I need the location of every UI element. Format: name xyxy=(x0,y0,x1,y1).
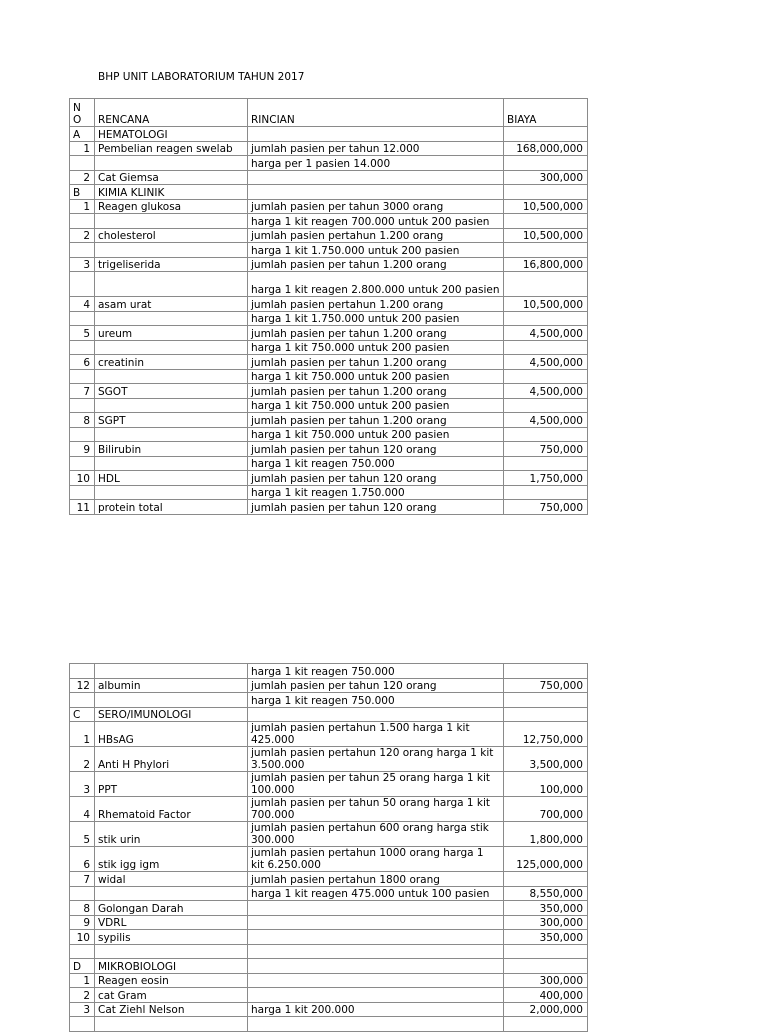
table-row xyxy=(70,170,588,185)
cell-no: 1 xyxy=(70,973,95,988)
cell-rincian: harga 1 kit 1.750.000 untuk 200 pasien xyxy=(248,243,504,258)
cell-no: A xyxy=(70,127,95,142)
cell-biaya xyxy=(504,311,588,326)
cell-rincian: jumlah pasien pertahun 1000 orang harga 1 kit 6.250.000 xyxy=(248,847,504,872)
cell-rencana: Rhematoid Factor xyxy=(95,797,248,822)
cell-rincian: harga 1 kit reagen 750.000 xyxy=(248,456,504,471)
table-row xyxy=(70,398,588,413)
cell-no: 2 xyxy=(70,988,95,1003)
cell-no: 8 xyxy=(70,901,95,916)
cell-rincian: harga 1 kit 750.000 untuk 200 pasien xyxy=(248,427,504,442)
cell-biaya: 10,500,000 xyxy=(504,199,588,214)
cell-biaya: 1,800,000 xyxy=(504,822,588,847)
table-row xyxy=(70,340,588,355)
table-row xyxy=(70,944,588,959)
table-row xyxy=(70,722,588,747)
cell-biaya: 8,550,000 xyxy=(504,886,588,901)
cell-rencana: widal xyxy=(95,872,248,887)
cell-rincian xyxy=(248,127,504,142)
cell-no: D xyxy=(70,959,95,974)
cell-rencana: PPT xyxy=(95,772,248,797)
table-row xyxy=(70,772,588,797)
cell-biaya xyxy=(504,693,588,708)
cell-biaya xyxy=(504,340,588,355)
cell-rincian: jumlah pasien pertahun 1.200 orang xyxy=(248,297,504,312)
cell-rencana: Pembelian reagen swelab xyxy=(95,141,248,156)
cell-rencana: Reagen eosin xyxy=(95,973,248,988)
cell-no: 1 xyxy=(70,199,95,214)
cell-no xyxy=(70,886,95,901)
cell-rincian: jumlah pasien pertahun 120 orang harga 1 kit 3.500.000 xyxy=(248,747,504,772)
cell-rincian: jumlah pasien per tahun 1.200 orang xyxy=(248,326,504,341)
cell-rencana: cholesterol xyxy=(95,228,248,243)
cell-no: 7 xyxy=(70,384,95,399)
cell-biaya: 300,000 xyxy=(504,973,588,988)
cell-rincian: jumlah pasien per tahun 12.000 xyxy=(248,141,504,156)
cell-rincian: jumlah pasien pertahun 1.200 orang xyxy=(248,228,504,243)
cell-rencana xyxy=(95,243,248,258)
cell-no xyxy=(70,664,95,679)
cell-no xyxy=(70,311,95,326)
cell-no: 9 xyxy=(70,442,95,457)
table-row xyxy=(70,930,588,945)
cell-biaya xyxy=(504,369,588,384)
budget-table-page-1 xyxy=(69,98,588,515)
cell-no xyxy=(70,340,95,355)
cell-rencana xyxy=(95,456,248,471)
cell-biaya: 10,500,000 xyxy=(504,228,588,243)
cell-biaya xyxy=(504,398,588,413)
table-row xyxy=(70,199,588,214)
cell-rincian: jumlah pasien pertahun 1800 orang xyxy=(248,872,504,887)
cell-rencana xyxy=(95,311,248,326)
cell-biaya xyxy=(504,214,588,229)
cell-rencana xyxy=(95,664,248,679)
cell-biaya: 16,800,000 xyxy=(504,257,588,272)
cell-biaya xyxy=(504,872,588,887)
table-row xyxy=(70,822,588,847)
cell-no: 7 xyxy=(70,872,95,887)
table-row xyxy=(70,442,588,457)
cell-biaya: 400,000 xyxy=(504,988,588,1003)
cell-rencana xyxy=(95,485,248,500)
cell-rincian xyxy=(248,988,504,1003)
cell-no: 6 xyxy=(70,355,95,370)
cell-rincian: jumlah pasien per tahun 120 orang xyxy=(248,678,504,693)
cell-no: 5 xyxy=(70,822,95,847)
cell-rencana: SERO/IMUNOLOGI xyxy=(95,707,248,722)
table-row xyxy=(70,311,588,326)
table-row xyxy=(70,427,588,442)
cell-rincian: harga 1 kit reagen 750.000 xyxy=(248,664,504,679)
cell-rencana: albumin xyxy=(95,678,248,693)
table-row xyxy=(70,272,588,297)
cell-rencana: HEMATOLOGI xyxy=(95,127,248,142)
document-title: BHP UNIT LABORATORIUM TAHUN 2017 xyxy=(98,71,305,83)
table-row xyxy=(70,214,588,229)
table-row xyxy=(70,747,588,772)
cell-biaya: 300,000 xyxy=(504,170,588,185)
cell-no: 3 xyxy=(70,257,95,272)
cell-no xyxy=(70,485,95,500)
cell-no: 8 xyxy=(70,413,95,428)
cell-rincian xyxy=(248,944,504,959)
cell-rincian: jumlah pasien per tahun 25 orang harga 1 kit 100.000 xyxy=(248,772,504,797)
cell-biaya xyxy=(504,185,588,200)
cell-rencana: VDRL xyxy=(95,915,248,930)
table-row xyxy=(70,243,588,258)
cell-rencana: Bilirubin xyxy=(95,442,248,457)
cell-rencana: KIMIA KLINIK xyxy=(95,185,248,200)
cell-rincian xyxy=(248,915,504,930)
cell-rencana: Reagen glukosa xyxy=(95,199,248,214)
cell-rencana: SGOT xyxy=(95,384,248,399)
cell-no: 3 xyxy=(70,772,95,797)
cell-rincian: harga 1 kit reagen 750.000 xyxy=(248,693,504,708)
table-row xyxy=(70,326,588,341)
table-row xyxy=(70,988,588,1003)
cell-rincian xyxy=(248,973,504,988)
cell-rincian: harga 1 kit 750.000 untuk 200 pasien xyxy=(248,398,504,413)
cell-no: 9 xyxy=(70,915,95,930)
cell-rencana: Cat Ziehl Nelson xyxy=(95,1002,248,1017)
cell-rincian: harga 1 kit 1.750.000 untuk 200 pasien xyxy=(248,311,504,326)
table-row xyxy=(70,886,588,901)
cell-biaya xyxy=(504,427,588,442)
table-row xyxy=(70,500,588,515)
table-row xyxy=(70,1002,588,1017)
cell-rincian: jumlah pasien per tahun 120 orang xyxy=(248,500,504,515)
cell-rincian xyxy=(248,901,504,916)
cell-no: C xyxy=(70,707,95,722)
table-header-row xyxy=(70,99,588,127)
cell-biaya: 350,000 xyxy=(504,901,588,916)
cell-no: 2 xyxy=(70,747,95,772)
cell-rencana: creatinin xyxy=(95,355,248,370)
cell-no: 12 xyxy=(70,678,95,693)
cell-no xyxy=(70,243,95,258)
table-row xyxy=(70,664,588,679)
cell-biaya xyxy=(504,485,588,500)
cell-biaya: 4,500,000 xyxy=(504,384,588,399)
cell-rincian: harga 1 kit 750.000 untuk 200 pasien xyxy=(248,340,504,355)
cell-rencana: Cat Giemsa xyxy=(95,170,248,185)
cell-rencana: sypilis xyxy=(95,930,248,945)
cell-rincian: harga 1 kit 750.000 untuk 200 pasien xyxy=(248,369,504,384)
cell-no xyxy=(70,214,95,229)
table-row xyxy=(70,471,588,486)
header-biaya: BIAYA xyxy=(504,99,588,127)
cell-no: 5 xyxy=(70,326,95,341)
cell-biaya xyxy=(504,944,588,959)
cell-biaya xyxy=(504,156,588,171)
cell-no xyxy=(70,398,95,413)
cell-rincian: jumlah pasien per tahun 1.200 orang xyxy=(248,355,504,370)
cell-no: 1 xyxy=(70,722,95,747)
cell-biaya: 350,000 xyxy=(504,930,588,945)
table-row xyxy=(70,384,588,399)
cell-rincian xyxy=(248,959,504,974)
cell-biaya: 168,000,000 xyxy=(504,141,588,156)
cell-biaya xyxy=(504,272,588,297)
table-row xyxy=(70,297,588,312)
table-row xyxy=(70,797,588,822)
cell-rencana xyxy=(95,369,248,384)
cell-biaya: 2,000,000 xyxy=(504,1002,588,1017)
cell-biaya: 4,500,000 xyxy=(504,355,588,370)
cell-rincian: harga 1 kit reagen 2.800.000 untuk 200 pasien xyxy=(248,272,504,297)
cell-rencana xyxy=(95,214,248,229)
cell-rencana xyxy=(95,156,248,171)
budget-table-page-2 xyxy=(69,663,588,1032)
cell-rencana xyxy=(95,693,248,708)
cell-biaya: 10,500,000 xyxy=(504,297,588,312)
cell-rincian: jumlah pasien per tahun 3000 orang xyxy=(248,199,504,214)
cell-no: 10 xyxy=(70,930,95,945)
cell-rencana: asam urat xyxy=(95,297,248,312)
table-row xyxy=(70,456,588,471)
header-rincian: RINCIAN xyxy=(248,99,504,127)
cell-rencana: Anti H Phylori xyxy=(95,747,248,772)
table-row xyxy=(70,915,588,930)
cell-biaya: 100,000 xyxy=(504,772,588,797)
table-row xyxy=(70,901,588,916)
table-row xyxy=(70,413,588,428)
cell-biaya: 750,000 xyxy=(504,442,588,457)
cell-rencana: MIKROBIOLOGI xyxy=(95,959,248,974)
header-no: N O xyxy=(70,99,95,127)
cell-rincian xyxy=(248,707,504,722)
table-row xyxy=(70,959,588,974)
cell-rincian: harga per 1 pasien 14.000 xyxy=(248,156,504,171)
cell-biaya: 700,000 xyxy=(504,797,588,822)
cell-rencana xyxy=(95,398,248,413)
cell-no: 6 xyxy=(70,847,95,872)
cell-rincian: jumlah pasien pertahun 1.500 harga 1 kit 425.000 xyxy=(248,722,504,747)
cell-rincian xyxy=(248,185,504,200)
table-row xyxy=(70,355,588,370)
table-row xyxy=(70,228,588,243)
cell-biaya xyxy=(504,707,588,722)
cell-rincian: harga 1 kit 200.000 xyxy=(248,1002,504,1017)
cell-no: 2 xyxy=(70,170,95,185)
cell-rencana: stik urin xyxy=(95,822,248,847)
cell-no xyxy=(70,944,95,959)
cell-no xyxy=(70,427,95,442)
cell-no xyxy=(70,156,95,171)
cell-biaya xyxy=(504,664,588,679)
cell-rencana: SGPT xyxy=(95,413,248,428)
cell-no: 2 xyxy=(70,228,95,243)
cell-rencana: HBsAG xyxy=(95,722,248,747)
cell-biaya xyxy=(504,456,588,471)
table-row xyxy=(70,872,588,887)
cell-rencana xyxy=(95,886,248,901)
cell-rincian: jumlah pasien per tahun 50 orang harga 1 kit 700.000 xyxy=(248,797,504,822)
table-row xyxy=(70,847,588,872)
cell-rencana: ureum xyxy=(95,326,248,341)
cell-no: 4 xyxy=(70,797,95,822)
cell-rincian xyxy=(248,930,504,945)
cell-biaya: 750,000 xyxy=(504,500,588,515)
cell-rincian: jumlah pasien per tahun 120 orang xyxy=(248,442,504,457)
cell-rincian: harga 1 kit reagen 475.000 untuk 100 pasien xyxy=(248,886,504,901)
table-row xyxy=(70,369,588,384)
cell-rincian: jumlah pasien per tahun 1.200 orang xyxy=(248,413,504,428)
cell-rencana: Golongan Darah xyxy=(95,901,248,916)
cell-biaya xyxy=(504,243,588,258)
cell-rencana: stik igg igm xyxy=(95,847,248,872)
cell-rincian: harga 1 kit reagen 1.750.000 xyxy=(248,485,504,500)
cell-no xyxy=(70,456,95,471)
cell-no: B xyxy=(70,185,95,200)
cell-biaya: 125,000,000 xyxy=(504,847,588,872)
table-row xyxy=(70,973,588,988)
cell-biaya: 12,750,000 xyxy=(504,722,588,747)
cell-biaya: 3,500,000 xyxy=(504,747,588,772)
cell-biaya: 300,000 xyxy=(504,915,588,930)
cell-biaya: 750,000 xyxy=(504,678,588,693)
cell-rencana: trigeliserida xyxy=(95,257,248,272)
cell-rencana: cat Gram xyxy=(95,988,248,1003)
cell-rincian xyxy=(248,170,504,185)
table-row xyxy=(70,707,588,722)
cell-no: 3 xyxy=(70,1002,95,1017)
cell-no: 1 xyxy=(70,141,95,156)
cell-rencana: HDL xyxy=(95,471,248,486)
cell-rencana xyxy=(95,944,248,959)
table-row xyxy=(70,156,588,171)
cell-no xyxy=(70,369,95,384)
table-row xyxy=(70,127,588,142)
cell-no: 11 xyxy=(70,500,95,515)
table-row xyxy=(70,693,588,708)
cell-rincian: jumlah pasien pertahun 600 orang harga stik 300.000 xyxy=(248,822,504,847)
cell-no xyxy=(70,272,95,297)
cell-rencana xyxy=(95,427,248,442)
table-row xyxy=(70,257,588,272)
cell-biaya xyxy=(504,127,588,142)
cell-rencana: protein total xyxy=(95,500,248,515)
table-row xyxy=(70,141,588,156)
table-row xyxy=(70,485,588,500)
cell-biaya: 1,750,000 xyxy=(504,471,588,486)
cell-rincian: harga 1 kit reagen 700.000 untuk 200 pasien xyxy=(248,214,504,229)
cell-no: 4 xyxy=(70,297,95,312)
cell-biaya: 4,500,000 xyxy=(504,413,588,428)
cell-no xyxy=(70,693,95,708)
cell-biaya: 4,500,000 xyxy=(504,326,588,341)
cell-rencana xyxy=(95,340,248,355)
header-rencana: RENCANA xyxy=(95,99,248,127)
cell-no: 10 xyxy=(70,471,95,486)
cell-rincian: jumlah pasien per tahun 1.200 orang xyxy=(248,257,504,272)
table-row xyxy=(70,678,588,693)
cell-rincian: jumlah pasien per tahun 120 orang xyxy=(248,471,504,486)
cell-rincian: jumlah pasien per tahun 1.200 orang xyxy=(248,384,504,399)
cell-rencana xyxy=(95,272,248,297)
cell-biaya xyxy=(504,959,588,974)
table-row xyxy=(70,185,588,200)
